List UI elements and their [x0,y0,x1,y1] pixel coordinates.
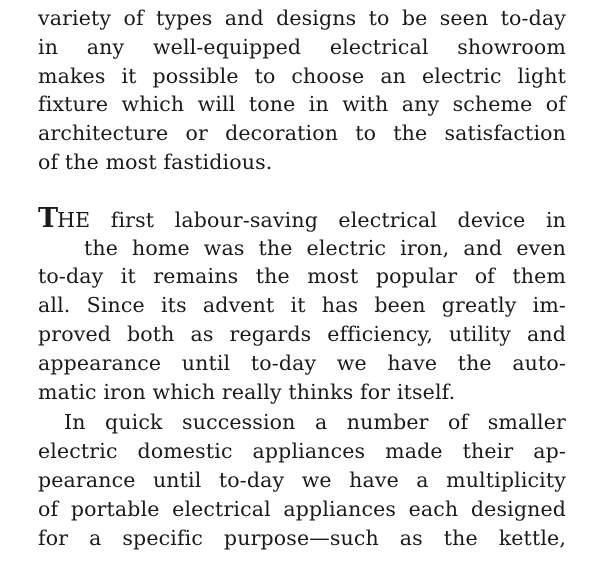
text-line: variety of types and designs to be seen to-day [38,6,566,30]
paragraph-showroom [38,4,566,177]
text-line: proved both as regards efficiency, utility and [38,321,566,346]
text-line: electric domestic appliances made their ap- [38,439,566,464]
text-line: to-day it remains the most popular of them [38,264,566,289]
text-line-first [38,202,566,234]
text-line: fixture which will tone in with any scheme of [38,92,566,117]
text-line: appearance until to-day we have the auto- [38,350,566,375]
paragraph-spacer [38,177,566,205]
text-line: In quick succession a number of smaller [64,410,566,435]
text-line: of the most fastidious. [38,149,273,174]
document-page [38,4,566,552]
text-line: all. Since its advent it has been greatly im- [38,293,566,318]
paragraph-appliances [38,408,566,552]
paragraph-electric-iron [38,202,566,407]
text-line: in any well-equipped electrical showroom [38,34,566,59]
drop-cap: T [38,202,58,234]
text-line: for a specific purpose—such as the kettle, [38,525,566,550]
text-line: of portable electrical appliances each designed [38,496,566,521]
text-line: makes it possible to choose an electric light [38,63,566,88]
text-line: the home was the electric iron, and even [84,235,566,260]
first-line-text: HE first labour-saving electrical device in [57,207,566,232]
text-line: pearance until to-day we have a multiplicity [38,467,566,492]
text-line: architecture or decoration to the satisfaction [38,121,566,146]
text-line: matic iron which really thinks for itself. [38,379,456,404]
